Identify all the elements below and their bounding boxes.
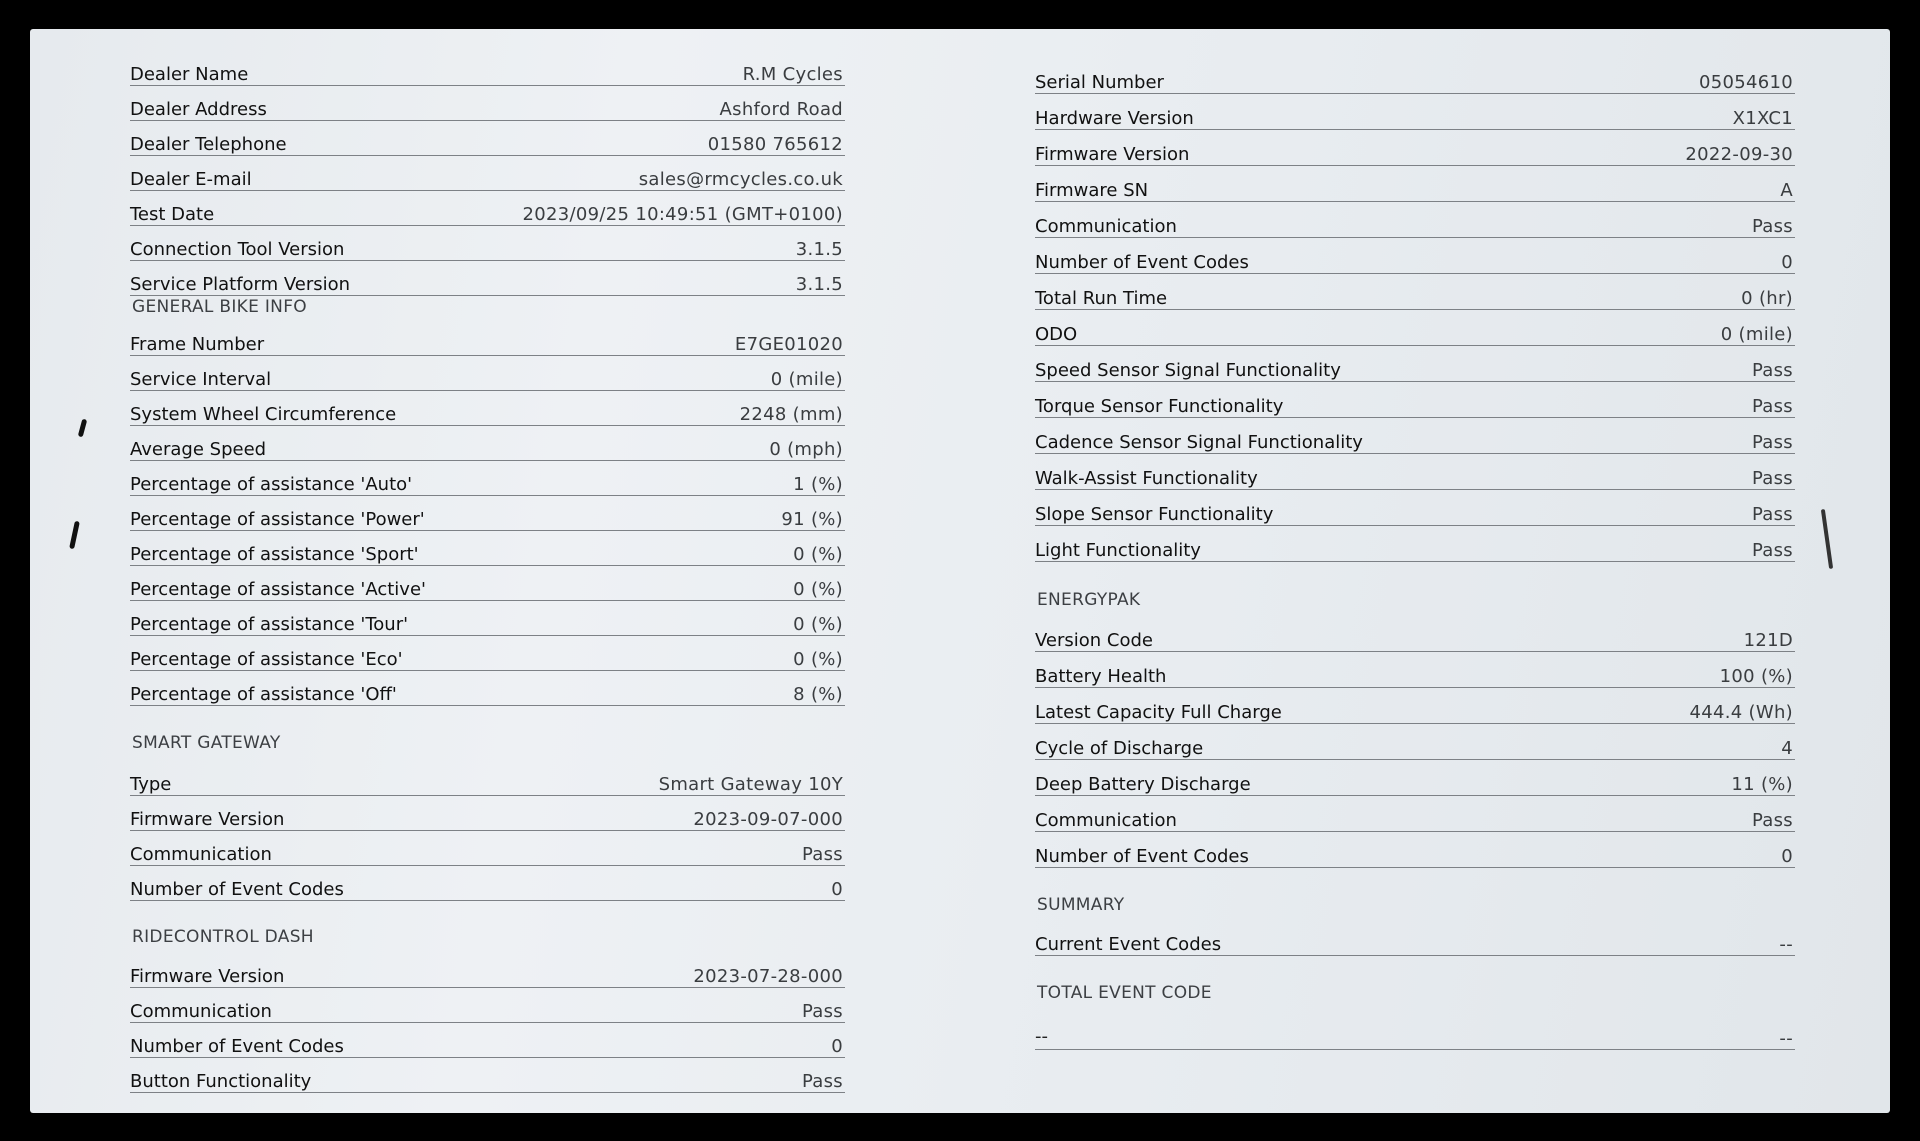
label: Number of Event Codes bbox=[1035, 252, 1249, 273]
value: Pass bbox=[1751, 540, 1793, 561]
section-title-general-bike-info: GENERAL BIKE INFO bbox=[132, 297, 307, 317]
label: Communication bbox=[130, 1001, 272, 1022]
value: 1 (%) bbox=[793, 474, 843, 495]
row-torque-sensor bbox=[1035, 381, 1795, 418]
label: Firmware Version bbox=[130, 809, 285, 830]
label: Dealer Name bbox=[130, 64, 249, 85]
row-dash-event-codes bbox=[130, 1021, 845, 1058]
row-assist-tour bbox=[130, 599, 845, 636]
row-total-event-code bbox=[1035, 1013, 1795, 1050]
label: System Wheel Circumference bbox=[130, 404, 397, 425]
value: Ashford Road bbox=[719, 99, 843, 120]
label: Dealer E-mail bbox=[130, 169, 252, 190]
value: 3.1.5 bbox=[795, 274, 843, 295]
label: Percentage of assistance 'Power' bbox=[130, 509, 425, 530]
row-speed-sensor bbox=[1035, 345, 1795, 382]
row-firmware-version bbox=[1035, 129, 1795, 166]
value: R.M Cycles bbox=[742, 64, 843, 85]
value: 0 (%) bbox=[793, 614, 843, 635]
label: Percentage of assistance 'Eco' bbox=[130, 649, 403, 670]
label: Connection Tool Version bbox=[130, 239, 345, 260]
row-odo bbox=[1035, 309, 1795, 346]
row-assist-sport bbox=[130, 529, 845, 566]
label: Number of Event Codes bbox=[1035, 846, 1249, 867]
ink-mark bbox=[69, 521, 80, 549]
value: 01580 765612 bbox=[707, 134, 843, 155]
row-service-platform-version bbox=[130, 259, 845, 296]
section-title-smart-gateway: SMART GATEWAY bbox=[132, 733, 281, 753]
value: Pass bbox=[1751, 504, 1793, 525]
value: 4 bbox=[1781, 738, 1793, 759]
total-event-code-right: -- bbox=[1779, 1028, 1793, 1049]
total-event-code-left: -- bbox=[1035, 1026, 1048, 1047]
row-average-speed bbox=[130, 424, 845, 461]
value: Pass bbox=[1751, 432, 1793, 453]
row-connection-tool-version bbox=[130, 224, 845, 261]
value: 2248 (mm) bbox=[739, 404, 843, 425]
row-assist-eco bbox=[130, 634, 845, 671]
value: 2023/09/25 10:49:51 (GMT+0100) bbox=[522, 204, 843, 225]
row-dealer-email bbox=[130, 154, 845, 191]
row-gateway-firmware bbox=[130, 794, 845, 831]
value: 121D bbox=[1743, 630, 1793, 651]
label: Cycle of Discharge bbox=[1035, 738, 1204, 759]
value: sales@rmcycles.co.uk bbox=[638, 169, 843, 190]
value: 0 (mph) bbox=[769, 439, 843, 460]
value: 3.1.5 bbox=[795, 239, 843, 260]
row-test-date bbox=[130, 189, 845, 226]
row-dash-firmware bbox=[130, 951, 845, 988]
label: Version Code bbox=[1035, 630, 1153, 651]
value: 0 bbox=[831, 879, 843, 900]
label: Communication bbox=[1035, 216, 1177, 237]
section-title-summary: SUMMARY bbox=[1037, 895, 1125, 915]
value: 100 (%) bbox=[1719, 666, 1793, 687]
label: Percentage of assistance 'Auto' bbox=[130, 474, 413, 495]
label: Number of Event Codes bbox=[130, 1036, 344, 1057]
value: 2023-09-07-000 bbox=[693, 809, 843, 830]
label: Percentage of assistance 'Off' bbox=[130, 684, 397, 705]
value: 8 (%) bbox=[793, 684, 843, 705]
label: Firmware SN bbox=[1035, 180, 1149, 201]
value: Smart Gateway 10Y bbox=[658, 774, 843, 795]
label: Button Functionality bbox=[130, 1071, 312, 1092]
value: 0 (%) bbox=[793, 649, 843, 670]
label: Torque Sensor Functionality bbox=[1035, 396, 1284, 417]
row-dash-communication bbox=[130, 986, 845, 1023]
label: Dealer Telephone bbox=[130, 134, 287, 155]
row-gateway-event-codes bbox=[130, 864, 845, 901]
row-battery-communication bbox=[1035, 795, 1795, 832]
value: 0 (mile) bbox=[770, 369, 843, 390]
value: 0 bbox=[1781, 252, 1793, 273]
section-title-energypak: ENERGYPAK bbox=[1037, 590, 1141, 610]
label: Total Run Time bbox=[1035, 288, 1168, 309]
label: Battery Health bbox=[1035, 666, 1167, 687]
value: 91 (%) bbox=[781, 509, 843, 530]
value: 05054610 bbox=[1698, 72, 1793, 93]
label: Speed Sensor Signal Functionality bbox=[1035, 360, 1341, 381]
value: -- bbox=[1779, 934, 1793, 955]
value: 444.4 (Wh) bbox=[1689, 702, 1793, 723]
value: 11 (%) bbox=[1731, 774, 1793, 795]
label: Communication bbox=[130, 844, 272, 865]
row-serial-number bbox=[1035, 57, 1795, 94]
row-service-interval bbox=[130, 354, 845, 391]
row-current-event-codes bbox=[1035, 919, 1795, 956]
row-firmware-sn bbox=[1035, 165, 1795, 202]
row-gateway-type bbox=[130, 759, 845, 796]
row-dealer-name bbox=[130, 49, 845, 86]
value: Pass bbox=[801, 1071, 843, 1092]
value: 0 (mile) bbox=[1720, 324, 1793, 345]
value: 0 bbox=[1781, 846, 1793, 867]
row-latest-capacity bbox=[1035, 687, 1795, 724]
label: Communication bbox=[1035, 810, 1177, 831]
value: Pass bbox=[1751, 468, 1793, 489]
row-assist-auto bbox=[130, 459, 845, 496]
row-deep-battery-discharge bbox=[1035, 759, 1795, 796]
ink-mark bbox=[1821, 509, 1833, 569]
label: Firmware Version bbox=[1035, 144, 1190, 165]
value: 0 (%) bbox=[793, 579, 843, 600]
label: Latest Capacity Full Charge bbox=[1035, 702, 1282, 723]
row-wheel-circumference bbox=[130, 389, 845, 426]
value: 2023-07-28-000 bbox=[693, 966, 843, 987]
label: Cadence Sensor Signal Functionality bbox=[1035, 432, 1363, 453]
value: 0 (hr) bbox=[1741, 288, 1793, 309]
value: 2022-09-30 bbox=[1685, 144, 1793, 165]
ink-mark bbox=[78, 419, 87, 438]
row-assist-active bbox=[130, 564, 845, 601]
row-light-functionality bbox=[1035, 525, 1795, 562]
row-dash-button-functionality bbox=[130, 1056, 845, 1093]
label: Percentage of assistance 'Tour' bbox=[130, 614, 409, 635]
section-title-total-event-code: TOTAL EVENT CODE bbox=[1037, 983, 1212, 1003]
value: Pass bbox=[1751, 360, 1793, 381]
value: X1XC1 bbox=[1732, 108, 1793, 129]
label: Slope Sensor Functionality bbox=[1035, 504, 1274, 525]
label: Current Event Codes bbox=[1035, 934, 1222, 955]
label: Test Date bbox=[130, 204, 215, 225]
label: Type bbox=[130, 774, 172, 795]
row-frame-number bbox=[130, 319, 845, 356]
row-version-code bbox=[1035, 615, 1795, 652]
label: Service Interval bbox=[130, 369, 272, 390]
label: Service Platform Version bbox=[130, 274, 351, 295]
row-total-run-time bbox=[1035, 273, 1795, 310]
report-sheet bbox=[30, 29, 1890, 1113]
label: Percentage of assistance 'Sport' bbox=[130, 544, 419, 565]
row-cycle-of-discharge bbox=[1035, 723, 1795, 760]
row-cadence-sensor bbox=[1035, 417, 1795, 454]
label: Deep Battery Discharge bbox=[1035, 774, 1251, 795]
row-dealer-address bbox=[130, 84, 845, 121]
value: Pass bbox=[801, 844, 843, 865]
row-assist-power bbox=[130, 494, 845, 531]
label: Average Speed bbox=[130, 439, 267, 460]
label: Serial Number bbox=[1035, 72, 1164, 93]
row-gateway-communication bbox=[130, 829, 845, 866]
label: Number of Event Codes bbox=[130, 879, 344, 900]
label: Percentage of assistance 'Active' bbox=[130, 579, 426, 600]
label: Walk-Assist Functionality bbox=[1035, 468, 1258, 489]
label: ODO bbox=[1035, 324, 1078, 345]
label: Frame Number bbox=[130, 334, 265, 355]
row-communication bbox=[1035, 201, 1795, 238]
value: Pass bbox=[1751, 810, 1793, 831]
row-hardware-version bbox=[1035, 93, 1795, 130]
value: 0 (%) bbox=[793, 544, 843, 565]
row-battery-event-codes bbox=[1035, 831, 1795, 868]
row-slope-sensor bbox=[1035, 489, 1795, 526]
value: E7GE01020 bbox=[734, 334, 843, 355]
row-dealer-telephone bbox=[130, 119, 845, 156]
value: A bbox=[1780, 180, 1793, 201]
label: Hardware Version bbox=[1035, 108, 1194, 129]
value: Pass bbox=[1751, 396, 1793, 417]
row-event-codes bbox=[1035, 237, 1795, 274]
label: Dealer Address bbox=[130, 99, 267, 120]
section-title-ridecontrol-dash: RIDECONTROL DASH bbox=[132, 927, 314, 947]
label: Light Functionality bbox=[1035, 540, 1201, 561]
value: 0 bbox=[831, 1036, 843, 1057]
row-walk-assist bbox=[1035, 453, 1795, 490]
value: Pass bbox=[1751, 216, 1793, 237]
row-assist-off bbox=[130, 669, 845, 706]
value: Pass bbox=[801, 1001, 843, 1022]
row-battery-health bbox=[1035, 651, 1795, 688]
label: Firmware Version bbox=[130, 966, 285, 987]
